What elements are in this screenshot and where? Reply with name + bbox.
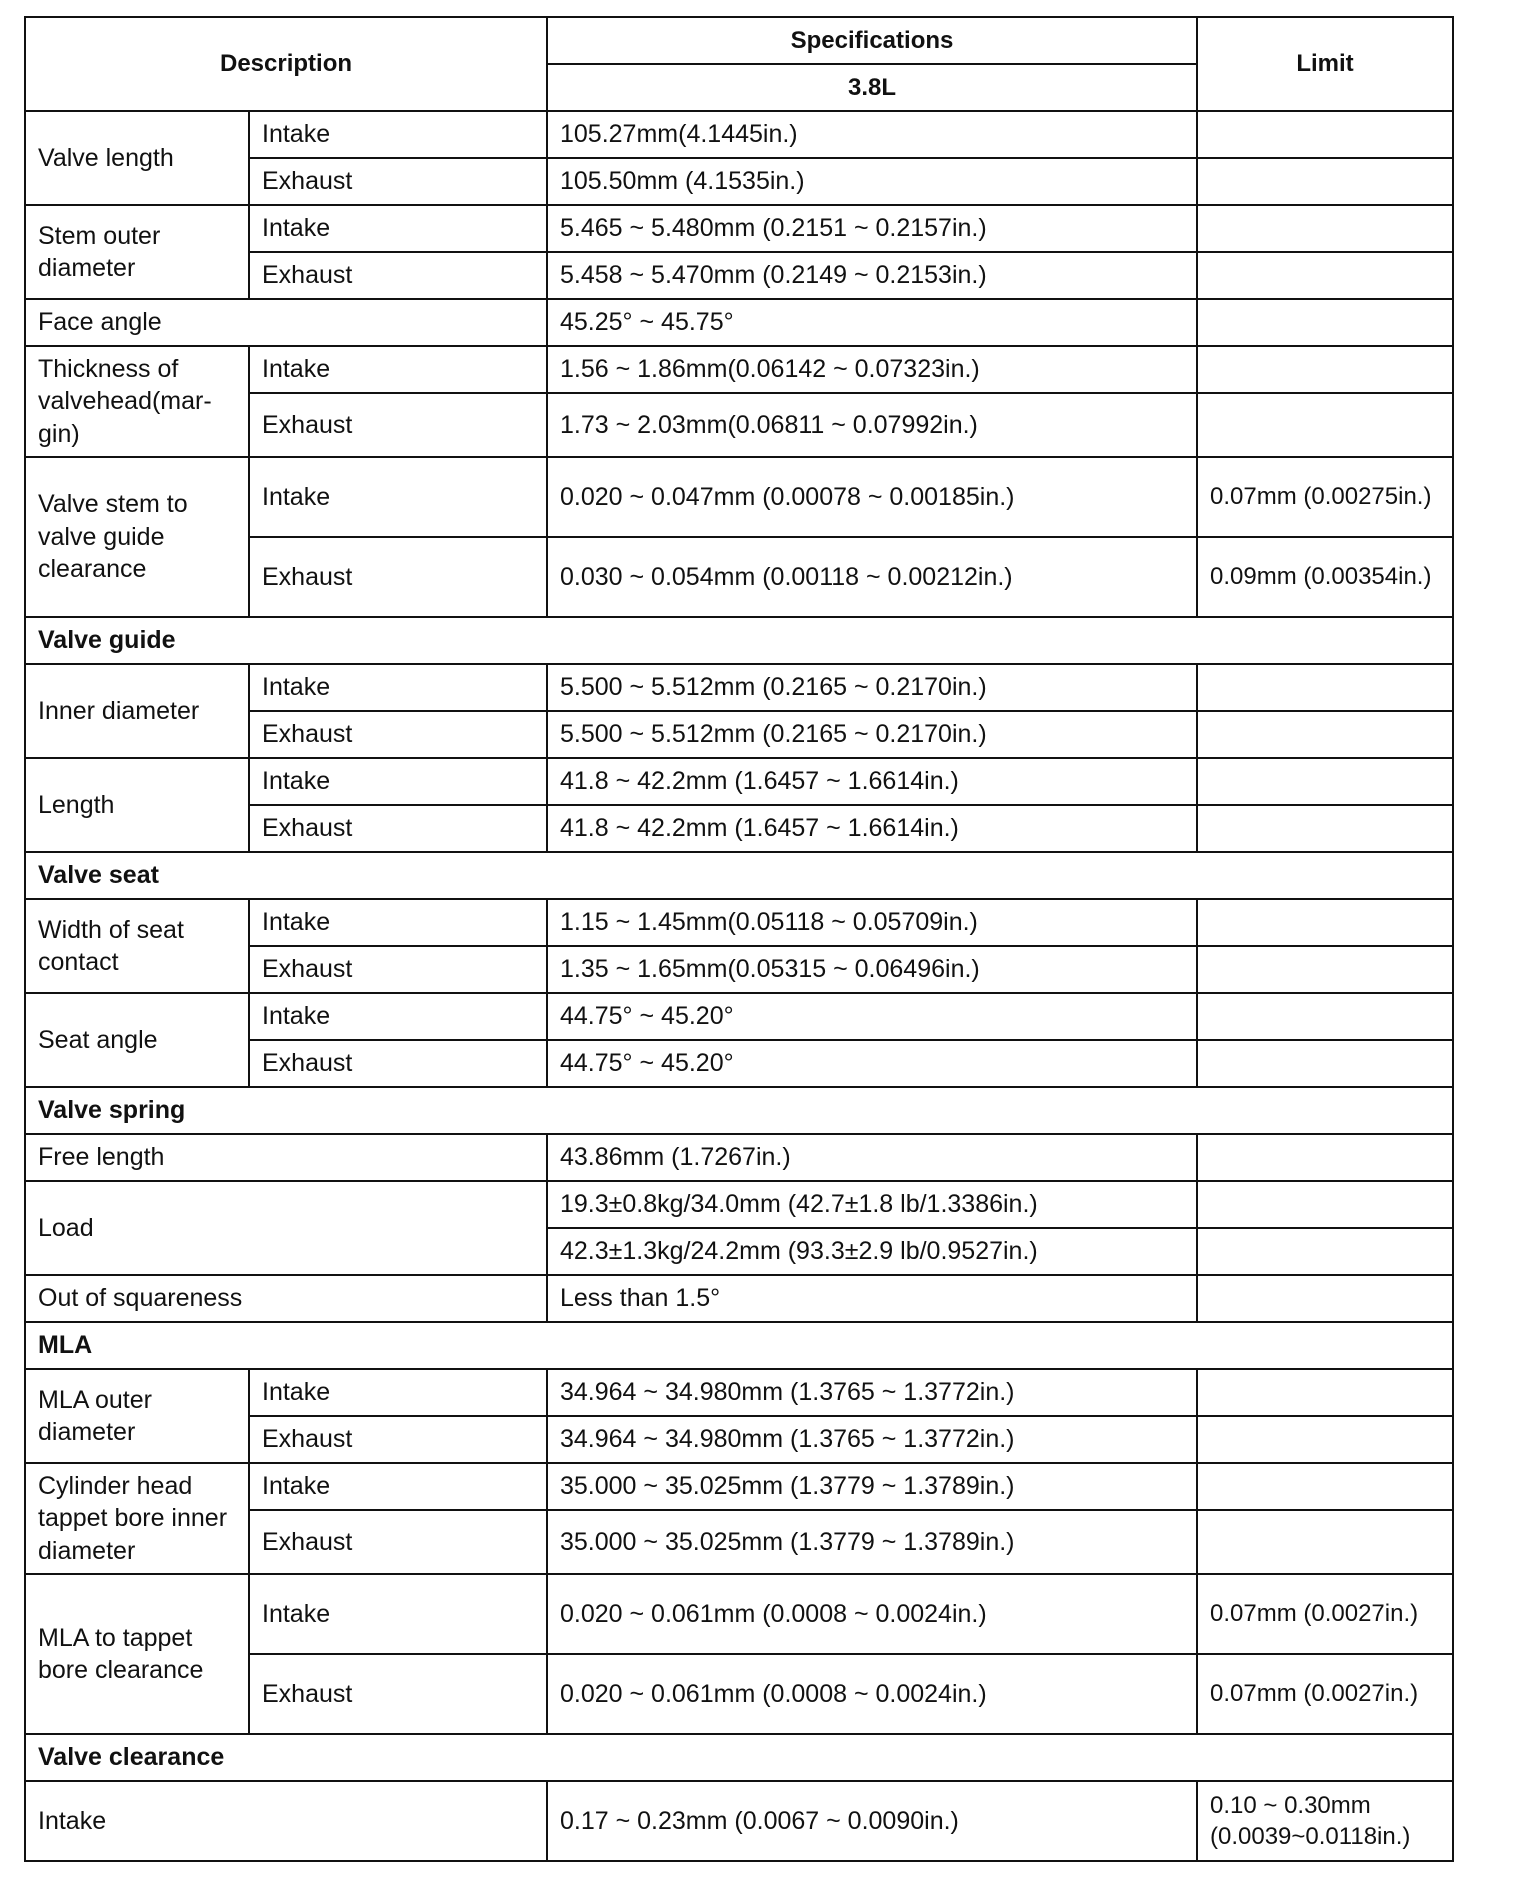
seat-width-exhaust-limit (1197, 946, 1453, 993)
clearance-intake-label: Intake (25, 1781, 547, 1861)
mla-bore-label: Cylinder head tappet bore inner diameter (25, 1463, 249, 1574)
spring-load-limit-1 (1197, 1181, 1453, 1228)
guide-length-intake-limit (1197, 758, 1453, 805)
face-angle-label: Face angle (25, 299, 547, 346)
stem-guide-exhaust-spec: 0.030 ~ 0.054mm (0.00118 ~ 0.00212in.) (547, 537, 1197, 617)
mla-od-intake-limit (1197, 1369, 1453, 1416)
stem-od-intake-label: Intake (249, 205, 547, 252)
valvehead-exhaust-spec: 1.73 ~ 2.03mm(0.06811 ~ 0.07992in.) (547, 393, 1197, 457)
guide-length-intake-label: Intake (249, 758, 547, 805)
spring-square-limit (1197, 1275, 1453, 1322)
mla-clear-intake-spec: 0.020 ~ 0.061mm (0.0008 ~ 0.0024in.) (547, 1574, 1197, 1654)
section-valve-guide: Valve guide (25, 617, 1453, 664)
stem-od-exhaust-limit (1197, 252, 1453, 299)
spring-square-label: Out of squareness (25, 1275, 547, 1322)
valve-length-exhaust-label: Exhaust (249, 158, 547, 205)
mla-clear-label: MLA to tappet bore clearance (25, 1574, 249, 1734)
mla-od-exhaust-spec: 34.964 ~ 34.980mm (1.3765 ~ 1.3772in.) (547, 1416, 1197, 1463)
valve-spec-table (24, 16, 1454, 1862)
mla-bore-intake-limit (1197, 1463, 1453, 1510)
valve-length-exhaust-limit (1197, 158, 1453, 205)
spring-square-spec: Less than 1.5° (547, 1275, 1197, 1322)
mla-od-label: MLA outer diameter (25, 1369, 249, 1463)
guide-inner-exhaust-label: Exhaust (249, 711, 547, 758)
seat-width-exhaust-label: Exhaust (249, 946, 547, 993)
stem-guide-label: Valve stem to valve guide clearance (25, 457, 249, 617)
mla-bore-intake-spec: 35.000 ~ 35.025mm (1.3779 ~ 1.3789in.) (547, 1463, 1197, 1510)
stem-guide-intake-spec: 0.020 ~ 0.047mm (0.00078 ~ 0.00185in.) (547, 457, 1197, 537)
spring-load-spec-1: 19.3±0.8kg/34.0mm (42.7±1.8 lb/1.3386in.) (547, 1181, 1197, 1228)
valvehead-intake-spec: 1.56 ~ 1.86mm(0.06142 ~ 0.07323in.) (547, 346, 1197, 393)
stem-od-intake-spec: 5.465 ~ 5.480mm (0.2151 ~ 0.2157in.) (547, 205, 1197, 252)
guide-length-exhaust-label: Exhaust (249, 805, 547, 852)
guide-length-exhaust-spec: 41.8 ~ 42.2mm (1.6457 ~ 1.6614in.) (547, 805, 1197, 852)
seat-width-intake-spec: 1.15 ~ 1.45mm(0.05118 ~ 0.05709in.) (547, 899, 1197, 946)
valvehead-intake-limit (1197, 346, 1453, 393)
mla-clear-intake-label: Intake (249, 1574, 547, 1654)
guide-inner-exhaust-limit (1197, 711, 1453, 758)
specifications-header: Specifications (547, 17, 1197, 64)
valve-length-intake-spec: 105.27mm(4.1445in.) (547, 111, 1197, 158)
stem-od-exhaust-spec: 5.458 ~ 5.470mm (0.2149 ~ 0.2153in.) (547, 252, 1197, 299)
stem-guide-intake-label: Intake (249, 457, 547, 537)
seat-width-label: Width of seat contact (25, 899, 249, 993)
seat-angle-exhaust-limit (1197, 1040, 1453, 1087)
mla-bore-intake-label: Intake (249, 1463, 547, 1510)
valvehead-intake-label: Intake (249, 346, 547, 393)
stem-guide-intake-limit: 0.07mm (0.00275in.) (1197, 457, 1453, 537)
guide-length-label: Length (25, 758, 249, 852)
seat-angle-label: Seat angle (25, 993, 249, 1087)
seat-angle-intake-spec: 44.75° ~ 45.20° (547, 993, 1197, 1040)
guide-inner-label: Inner diameter (25, 664, 249, 758)
seat-angle-exhaust-spec: 44.75° ~ 45.20° (547, 1040, 1197, 1087)
seat-width-intake-limit (1197, 899, 1453, 946)
valvehead-label: Thickness of valvehead(mar-gin) (25, 346, 249, 457)
guide-inner-intake-label: Intake (249, 664, 547, 711)
section-valve-spring: Valve spring (25, 1087, 1453, 1134)
mla-od-exhaust-limit (1197, 1416, 1453, 1463)
section-valve-clearance: Valve clearance (25, 1734, 1453, 1781)
spring-load-spec-2: 42.3±1.3kg/24.2mm (93.3±2.9 lb/0.9527in.) (547, 1228, 1197, 1275)
guide-inner-intake-limit (1197, 664, 1453, 711)
valvehead-exhaust-label: Exhaust (249, 393, 547, 457)
limit-header: Limit (1197, 17, 1453, 111)
mla-clear-exhaust-spec: 0.020 ~ 0.061mm (0.0008 ~ 0.0024in.) (547, 1654, 1197, 1734)
seat-width-exhaust-spec: 1.35 ~ 1.65mm(0.05315 ~ 0.06496in.) (547, 946, 1197, 993)
spring-load-label: Load (25, 1181, 547, 1275)
guide-length-intake-spec: 41.8 ~ 42.2mm (1.6457 ~ 1.6614in.) (547, 758, 1197, 805)
guide-length-exhaust-limit (1197, 805, 1453, 852)
guide-inner-exhaust-spec: 5.500 ~ 5.512mm (0.2165 ~ 0.2170in.) (547, 711, 1197, 758)
stem-guide-exhaust-label: Exhaust (249, 537, 547, 617)
face-angle-spec: 45.25° ~ 45.75° (547, 299, 1197, 346)
seat-angle-exhaust-label: Exhaust (249, 1040, 547, 1087)
seat-width-intake-label: Intake (249, 899, 547, 946)
face-angle-limit (1197, 299, 1453, 346)
guide-inner-intake-spec: 5.500 ~ 5.512mm (0.2165 ~ 0.2170in.) (547, 664, 1197, 711)
stem-od-intake-limit (1197, 205, 1453, 252)
spring-free-limit (1197, 1134, 1453, 1181)
seat-angle-intake-label: Intake (249, 993, 547, 1040)
valve-length-label: Valve length (25, 111, 249, 205)
valve-length-exhaust-spec: 105.50mm (4.1535in.) (547, 158, 1197, 205)
mla-bore-exhaust-spec: 35.000 ~ 35.025mm (1.3779 ~ 1.3789in.) (547, 1510, 1197, 1574)
stem-od-exhaust-label: Exhaust (249, 252, 547, 299)
spring-free-label: Free length (25, 1134, 547, 1181)
mla-od-exhaust-label: Exhaust (249, 1416, 547, 1463)
stem-od-label: Stem outer diameter (25, 205, 249, 299)
mla-clear-exhaust-label: Exhaust (249, 1654, 547, 1734)
mla-bore-exhaust-label: Exhaust (249, 1510, 547, 1574)
valve-length-intake-label: Intake (249, 111, 547, 158)
spring-load-limit-2 (1197, 1228, 1453, 1275)
mla-bore-exhaust-limit (1197, 1510, 1453, 1574)
valvehead-exhaust-limit (1197, 393, 1453, 457)
description-header: Description (25, 17, 547, 111)
section-valve-seat: Valve seat (25, 852, 1453, 899)
valve-length-intake-limit (1197, 111, 1453, 158)
mla-clear-exhaust-limit: 0.07mm (0.0027in.) (1197, 1654, 1453, 1734)
section-mla: MLA (25, 1322, 1453, 1369)
spring-free-spec: 43.86mm (1.7267in.) (547, 1134, 1197, 1181)
mla-od-intake-spec: 34.964 ~ 34.980mm (1.3765 ~ 1.3772in.) (547, 1369, 1197, 1416)
stem-guide-exhaust-limit: 0.09mm (0.00354in.) (1197, 537, 1453, 617)
clearance-intake-spec: 0.17 ~ 0.23mm (0.0067 ~ 0.0090in.) (547, 1781, 1197, 1861)
mla-od-intake-label: Intake (249, 1369, 547, 1416)
seat-angle-intake-limit (1197, 993, 1453, 1040)
mla-clear-intake-limit: 0.07mm (0.0027in.) (1197, 1574, 1453, 1654)
clearance-intake-limit: 0.10 ~ 0.30mm (0.0039~0.0118in.) (1197, 1781, 1453, 1861)
engine-header: 3.8L (547, 64, 1197, 111)
